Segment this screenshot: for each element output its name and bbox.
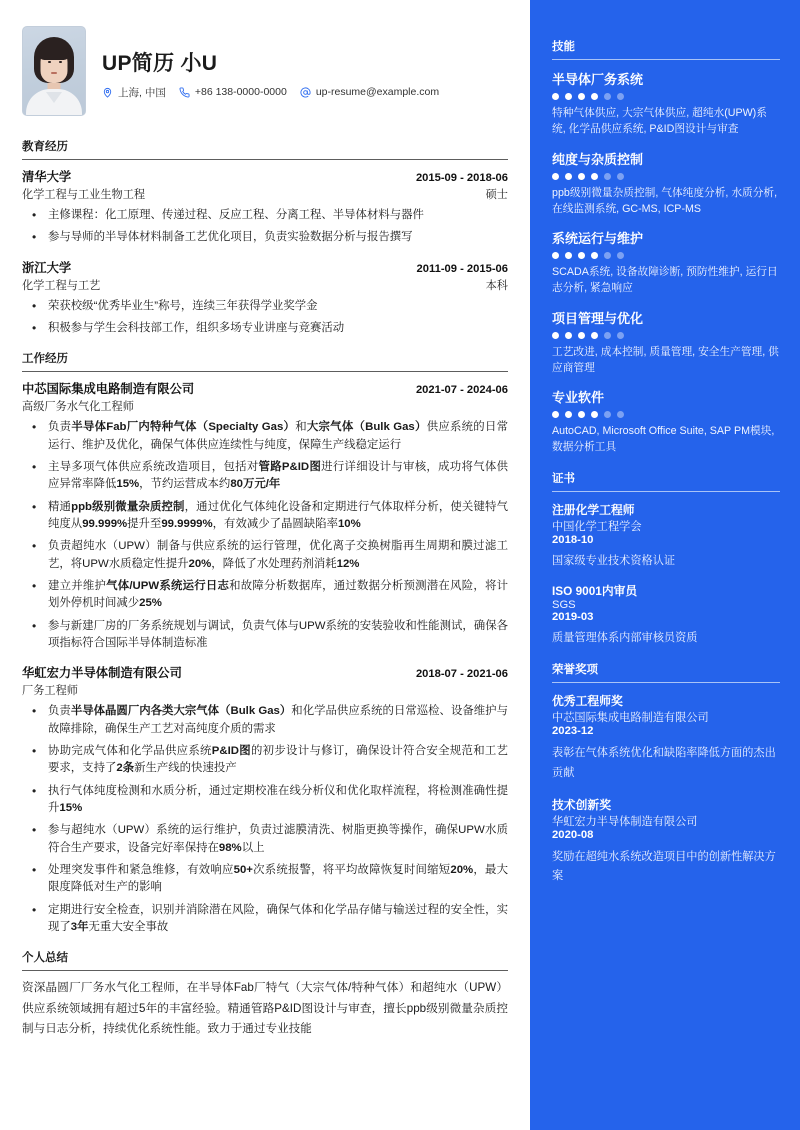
certificate-note: 质量管理体系内部审核员资质: [552, 632, 698, 645]
skills-section: [552, 38, 780, 456]
skill-level-dot: [578, 411, 585, 418]
skill-description: SCADA系统, 设备故障诊断, 预防性维护, 运行日志分析, 紧急响应: [552, 266, 778, 295]
job-title: 高级厂务水气化工程师: [22, 401, 134, 414]
award-issuer: 中芯国际集成电路制造有限公司: [552, 712, 709, 725]
contact-row: [102, 85, 447, 100]
skill-level-dot: [565, 411, 572, 418]
bullet-item: • 协助完成气体和化学品供应系统P&ID图的初步设计与修订，确保设计符合安全规范和工艺要求，支持了2条新生产线的快速投产: [22, 743, 508, 778]
certs-section-title: 证书: [552, 470, 780, 492]
award-note: 奖励在超纯水系统改造项目中的创新性解决方案: [552, 850, 776, 883]
school-name: 清华大学: [22, 170, 72, 184]
skill-description: AutoCAD, Microsoft Office Suite, SAP PM模块, 数据分析工具: [552, 425, 775, 454]
contact-location: 上海, 中国: [118, 86, 166, 99]
bullet-item: • 建立并维护气体/UPW系统运行日志和故障分析数据库，通过数据分析预测潜在风险，将计划外停机时间减少25%: [22, 578, 508, 613]
bullet-item: • 处理突发事件和紧急维修，有效响应50+次系统报警，将平均故障恢复时间缩短20%，最大限度降低对生产的影响: [22, 862, 508, 897]
school-name: 浙江大学: [22, 260, 72, 275]
education-date: 2015-09 - 2018-06: [415, 172, 508, 184]
award-date: 2023-12: [552, 725, 594, 738]
bullet-list: [22, 703, 508, 936]
skill-level-dot: [565, 252, 572, 259]
awards-section: [552, 661, 780, 886]
education-date: 2011-09 - 2015-06: [416, 262, 508, 275]
degree: 硕士: [485, 189, 508, 201]
skill-level-dot: [552, 93, 559, 100]
phone-icon: [179, 87, 190, 98]
summary-section: [22, 949, 508, 1040]
bullet-item: • 负责半导体Fab厂内特种气体（Specialty Gas）和大宗气体（Bulk Gas）供应系统的日常运行、维护及优化，确保气体供应连续性与纯度，保障生产线稳定运行: [22, 419, 508, 454]
work-date: 2018-07 - 2021-06: [415, 668, 508, 681]
avatar: [22, 26, 86, 116]
skill-level-dot: [552, 411, 559, 418]
bullet-item: • 定期进行安全检查，识别并消除潜在风险，确保气体和化学品存储与输送过程的安全性，实现了3年无重大安全事故: [22, 902, 508, 937]
award-note: 表彰在气体系统优化和缺陷率降低方面的杰出贡献: [552, 747, 776, 779]
skill-level-dots: [552, 332, 780, 339]
skill-name: 纯度与杂质控制: [552, 151, 644, 167]
contact-email: up-resume@example.com: [315, 86, 440, 98]
skill-level-dot: [604, 332, 611, 339]
major: 化学工程与工艺: [22, 279, 101, 292]
bullet-item: • 主修课程：化工原理、传递过程、反应工程、分离工程、半导体材料与器件: [22, 207, 508, 224]
award-item: [552, 796, 780, 887]
resume-header: [22, 26, 508, 116]
skill-item: [552, 308, 780, 377]
skill-name: 半导体厂务系统: [552, 72, 644, 87]
education-section: [22, 138, 508, 337]
skill-level-dots: [552, 411, 780, 418]
skill-level-dot: [565, 332, 572, 339]
award-name: 优秀工程师奖: [552, 694, 623, 709]
bullet-list: [22, 207, 508, 247]
major: 化学工程与工业生物工程: [22, 189, 146, 201]
awards-section-title: 荣誉奖项: [552, 661, 780, 683]
bullet-item: • 参与超纯水（UPW）系统的运行维护，负责过滤膜清洗、树脂更换等操作，确保UPW水质符合生产要求，设备完好率保持在98%以上: [22, 822, 508, 857]
skill-level-dot: [565, 173, 572, 180]
skill-level-dot: [604, 252, 611, 259]
skill-level-dot: [617, 173, 624, 180]
skill-level-dot: [552, 252, 559, 259]
company-name: 中芯国际集成电路制造有限公司: [22, 382, 195, 397]
skill-level-dot: [591, 93, 598, 100]
skill-level-dot: [604, 93, 611, 100]
certificate-date: 2019-03: [552, 611, 594, 624]
sidebar: [530, 0, 800, 1130]
award-name: 技术创新奖: [552, 797, 611, 812]
certificate-item: [552, 501, 780, 570]
contact-phone: +86 138-0000-0000: [194, 86, 287, 98]
skill-level-dot: [604, 173, 611, 180]
education-entry: [22, 258, 508, 338]
skill-name: 系统运行与维护: [552, 231, 644, 247]
certificate-item: [552, 582, 780, 647]
certificate-name: ISO 9001内审员: [552, 584, 638, 599]
skills-list: [552, 69, 780, 456]
bullet-item: • 参与新建厂房的厂务系统规划与调试，负责气体与UPW系统的安装验收和性能测试，确保各项指标符合国际半导体制造标准: [22, 618, 508, 653]
page-title: UP简历 小U: [102, 51, 218, 75]
work-entry: [22, 379, 508, 652]
skill-level-dots: [552, 173, 780, 180]
skills-section-title: 技能: [552, 38, 780, 60]
certificate-issuer: 中国化学工程学会: [552, 520, 642, 533]
skill-name: 项目管理与优化: [552, 310, 644, 326]
work-date: 2021-07 - 2024-06: [415, 384, 508, 397]
bullet-list: [22, 298, 508, 338]
degree: 本科: [485, 279, 508, 292]
company-name: 华虹宏力半导体制造有限公司: [22, 666, 182, 681]
bullet-item: • 精通ppb级别微量杂质控制，通过优化气体纯化设备和定期进行气体取样分析，使关键特气纯度从99.999%提升至99.9999%，有效减少了晶圆缺陷率10%: [22, 499, 508, 534]
at-email-icon: [300, 87, 311, 98]
certificate-name: 注册化学工程师: [552, 502, 635, 517]
skill-level-dot: [617, 93, 624, 100]
certificate-note: 国家级专业技术资格认证: [552, 554, 676, 567]
skill-description: 特种气体供应, 大宗气体供应, 超纯水(UPW)系统, 化学品供应系统, P&ID图设计与审查: [552, 107, 767, 136]
awards-list: [552, 692, 780, 886]
education-entry: [22, 167, 508, 247]
bullet-item: • 负责超纯水（UPW）制备与供应系统的运行管理，优化离子交换树脂再生周期和膜过滤工艺，将UPW水质稳定性提升20%，降低了水处理药剂消耗12%: [22, 538, 508, 573]
skill-level-dots: [552, 93, 780, 100]
bullet-item: • 参与导师的半导体材料制备工艺优化项目，负责实验数据分析与报告撰写: [22, 229, 508, 246]
work-section: [22, 350, 508, 936]
job-title: 厂务工程师: [22, 685, 78, 698]
skill-level-dot: [552, 332, 559, 339]
bullet-item: • 负责半导体晶圆厂内各类大宗气体（Bulk Gas）和化学品供应系统的日常巡检、设备维护与故障排除，确保生产工艺对高纯度介质的需求: [22, 703, 508, 738]
certs-section: [552, 470, 780, 648]
summary-section-title: 个人总结: [22, 949, 508, 971]
education-entries: [22, 167, 508, 337]
location-pin-icon: [102, 87, 113, 98]
summary-text: 资深晶圆厂厂务水气化工程师，在半导体Fab厂特气（大宗气体/特种气体）和超纯水（UPW）供应系统领域拥有超过5年的丰富经验。精通管路P&ID图设计与审查，擅长ppb级别微量杂质控制与日志分析，持续优化系统性能。致力于通过专业技能: [22, 981, 508, 1036]
award-issuer: 华虹宏力半导体制造有限公司: [552, 815, 698, 828]
skill-level-dot: [617, 332, 624, 339]
skill-item: [552, 69, 780, 138]
bullet-item: • 荣获校级“优秀毕业生”称号，连续三年获得学业奖学金: [22, 298, 508, 315]
bullet-item: • 执行气体纯度检测和水质分析，通过定期校准在线分析仪和优化取样流程，将检测准确性提升15%: [22, 783, 508, 818]
skill-level-dot: [552, 173, 559, 180]
work-entry: [22, 663, 508, 936]
skill-level-dot: [578, 332, 585, 339]
skill-level-dot: [578, 173, 585, 180]
skill-level-dot: [591, 252, 598, 259]
award-date: 2020-08: [552, 828, 594, 841]
bullet-item: • 积极参与学生会科技部工作，组织多场专业讲座与竞赛活动: [22, 320, 508, 337]
skill-name: 专业软件: [552, 390, 605, 406]
certificate-date: 2018-10: [552, 533, 594, 546]
skill-level-dot: [591, 332, 598, 339]
skill-description: ppb级别微量杂质控制, 气体纯度分析, 水质分析, 在线监测系统, GC-MS, ICP-MS: [552, 186, 778, 215]
skill-item: [552, 149, 780, 218]
skill-description: 工艺改进, 成本控制, 质量管理, 安全生产管理, 供应商管理: [552, 345, 779, 374]
skill-level-dot: [591, 173, 598, 180]
skill-level-dot: [591, 411, 598, 418]
skill-level-dot: [617, 411, 624, 418]
skill-level-dot: [604, 411, 611, 418]
certificate-issuer: SGS: [552, 599, 576, 612]
skill-item: [552, 228, 780, 297]
work-section-title: 工作经历: [22, 350, 508, 372]
bullet-list: [22, 419, 508, 652]
education-section-title: 教育经历: [22, 138, 508, 160]
certs-list: [552, 501, 780, 648]
work-entries: [22, 379, 508, 936]
skill-level-dot: [578, 93, 585, 100]
skill-level-dot: [578, 252, 585, 259]
skill-item: [552, 387, 780, 456]
skill-level-dots: [552, 252, 780, 259]
bullet-item: • 主导多项气体供应系统改造项目，包括对管路P&ID图进行详细设计与审核，成功将气体供应异常率降低15%，节约运营成本约80万元/年: [22, 459, 508, 494]
skill-level-dot: [617, 252, 624, 259]
skill-level-dot: [565, 93, 572, 100]
award-item: [552, 692, 780, 783]
